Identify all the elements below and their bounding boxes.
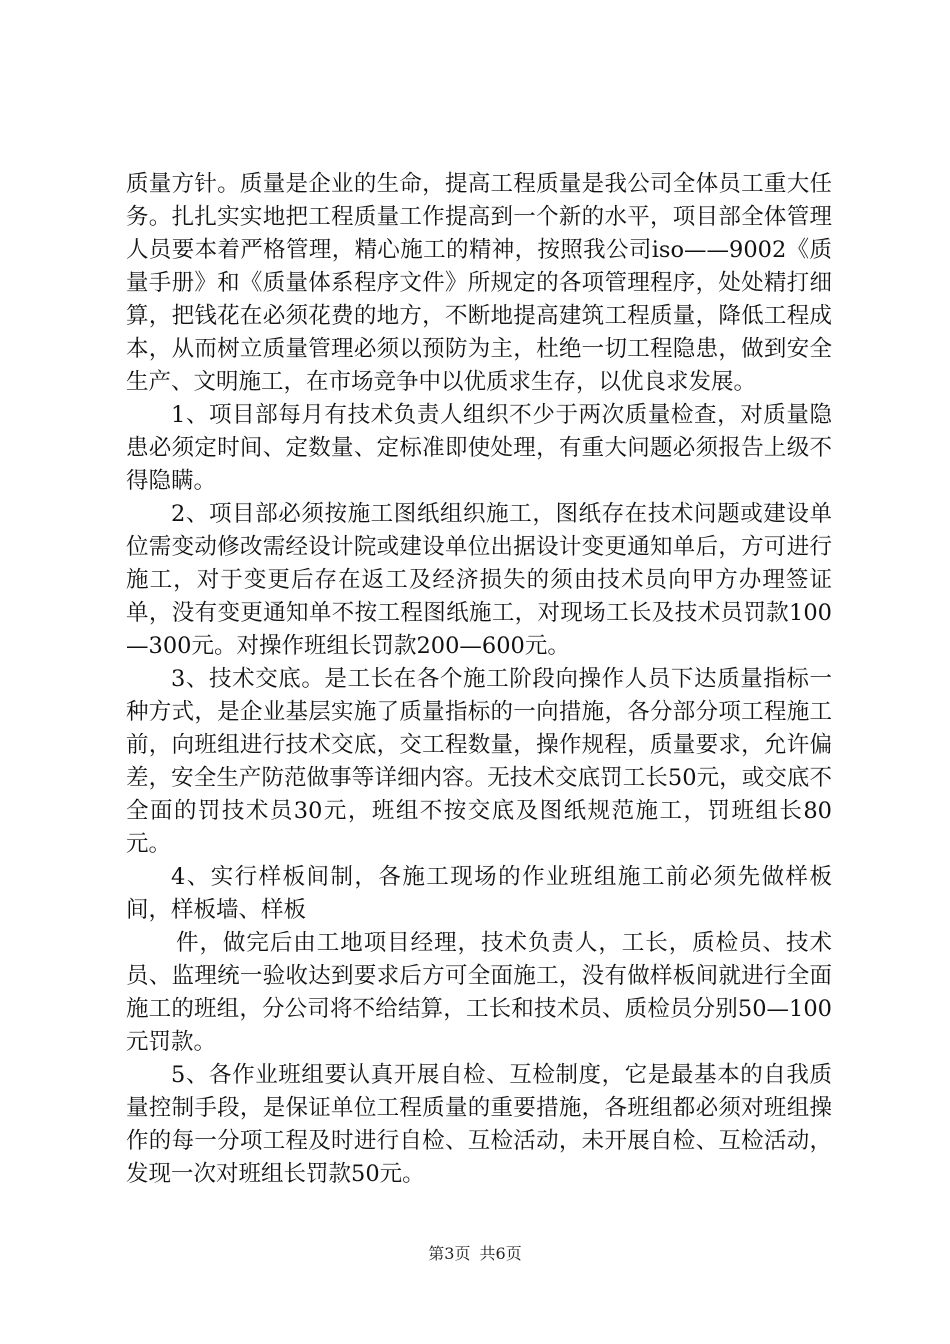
paragraph-item-5: 5、各作业班组要认真开展自检、互检制度，它是最基本的自我质量控制手段，是保证单位工程质量的重要措施，各班组都必须对班组操作的每一分项工程及时进行自检、互检活动，未开展自检、互检活动，发现一次对班组长罚款50元。 (126, 1062, 832, 1187)
paragraph-item-4-continued: 件，做完后由工地项目经理，技术负责人，工长，质检员、技术员、监理统一验收达到要求后方可全面施工，没有做样板间就进行全面施工的班组，分公司将不给结算，工长和技术员、质检员分别50—100元罚款。 (126, 930, 832, 1055)
page-number: 第3页 (428, 1244, 471, 1263)
page-footer (0, 1244, 950, 1264)
document-body (126, 168, 832, 1191)
paragraph-quality-policy: 质量方针。质量是企业的生命，提高工程质量是我公司全体员工重大任务。扎扎实实地把工程质量工作提高到一个新的水平，项目部全体管理人员要本着严格管理，精心施工的精神，按照我公司iso——9002《质量手册》和《质量体系程序文件》所规定的各项管理程序，处处精打细算，把钱花在必须花费的地方，不断地提高建筑工程质量，降低工程成本，从而树立质量管理必须以预防为主，杜绝一切工程隐患，做到安全生产、文明施工，在市场竞争中以优质求生存，以优良求发展。 (126, 171, 832, 395)
paragraph-item-4: 4、实行样板间制，各施工现场的作业班组施工前必须先做样板间，样板墙、样板 (126, 864, 832, 923)
page-total: 共6页 (479, 1244, 522, 1263)
paragraph-item-3: 3、技术交底。是工长在各个施工阶段向操作人员下达质量指标一种方式，是企业基层实施了质量指标的一向措施，各分部分项工程施工前，向班组进行技术交底，交工程数量，操作规程，质量要求，允许偏差，安全生产防范做事等详细内容。无技术交底罚工长50元，或交底不全面的罚技术员30元，班组不按交底及图纸规范施工，罚班组长80元。 (126, 666, 832, 857)
paragraph-item-2: 2、项目部必须按施工图纸组织施工，图纸存在技术问题或建设单位需变动修改需经设计院或建设单位出据设计变更通知单后，方可进行施工，对于变更后存在返工及经济损失的须由技术员向甲方办理签证单，没有变更通知单不按工程图纸施工，对现场工长及技术员罚款100—300元。对操作班组长罚款200—600元。 (126, 501, 832, 659)
paragraph-item-1: 1、项目部每月有技术负责人组织不少于两次质量检查，对质量隐患必须定时间、定数量、定标准即使处理，有重大问题必须报告上级不得隐瞒。 (126, 402, 832, 494)
